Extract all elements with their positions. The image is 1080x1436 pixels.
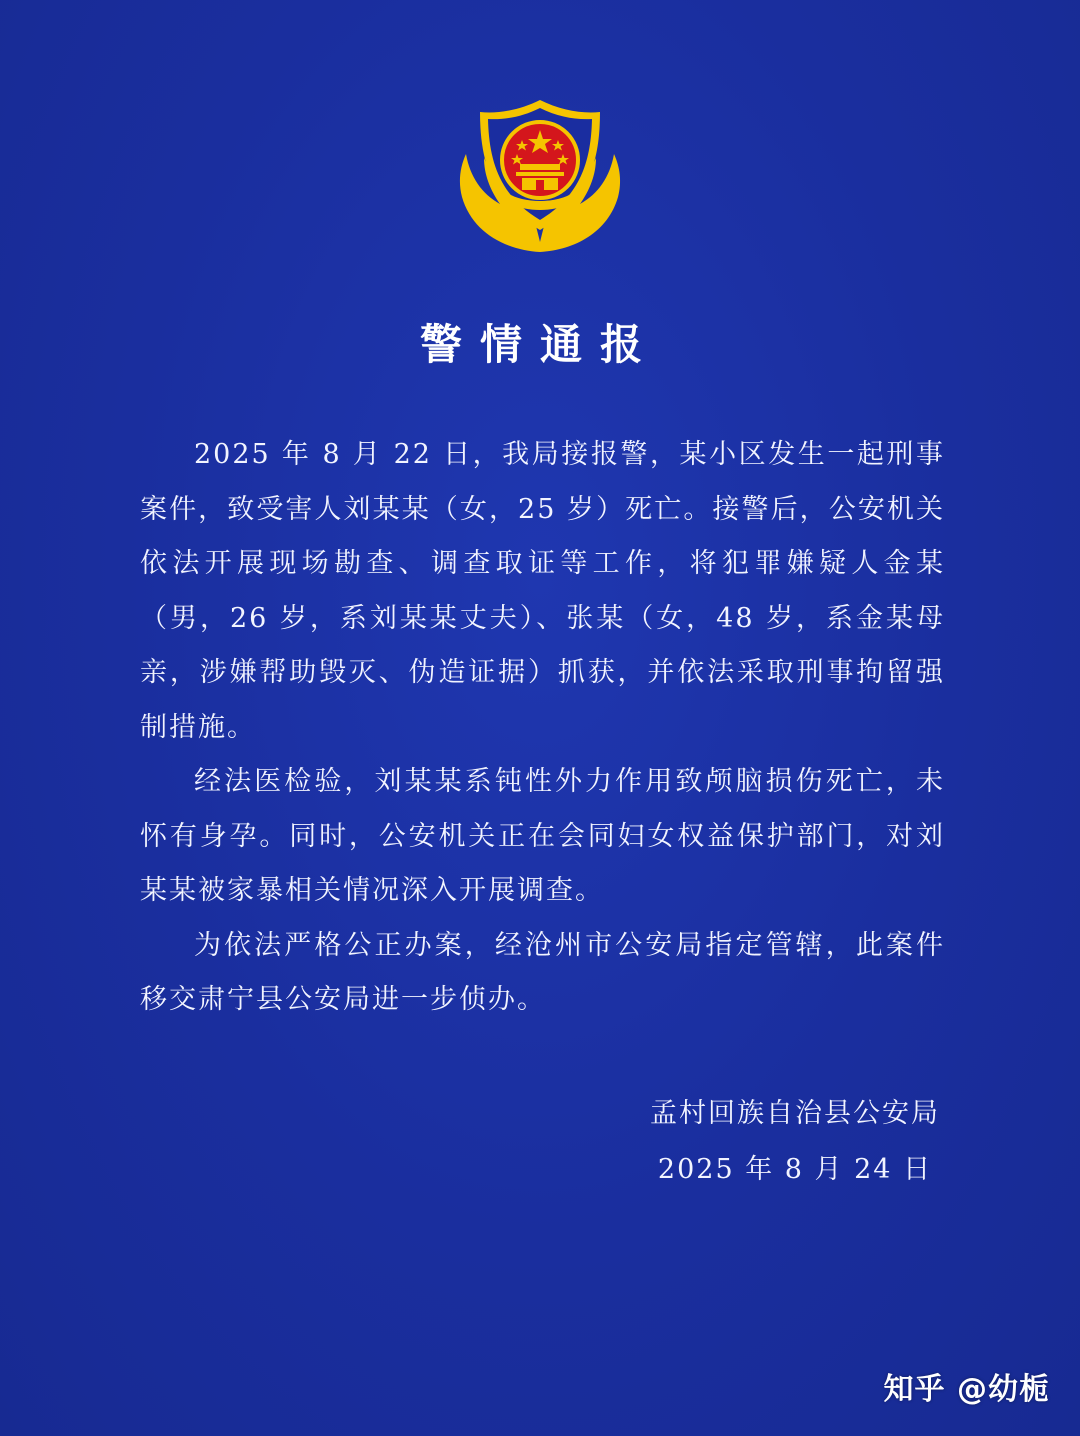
- notice-title: 警情通报: [419, 320, 660, 369]
- notice-body: [140, 428, 945, 1028]
- police-emblem-icon: [450, 92, 630, 262]
- notice-signature: [650, 1086, 940, 1198]
- notice-paragraph: 为依法严格公正办案，经沧州市公安局指定管辖，此案件移交肃宁县公安局进一步侦办。: [140, 929, 945, 1015]
- issue-date: 2025 年 8 月 24 日: [657, 1154, 933, 1185]
- notice-paragraph: 经法医检验，刘某某系钝性外力作用致颅脑损伤死亡，未怀有身孕。同时，公安机关正在会同妇女权益保护部门，对刘某某被家暴相关情况深入开展调查。: [140, 766, 945, 906]
- notice-paragraph: 2025 年 8 月 22 日，我局接报警，某小区发生一起刑事案件，致受害人刘某某（女，25 岁）死亡。接警后，公安机关依法开展现场勘查、调查取证等工作，将犯罪嫌疑人金某（男，26 岁，系刘某某丈夫）、张某（女，48 岁，系金某母亲，涉嫌帮助毁灭、伪造证据）抓获，并依法采取刑事拘留强制措施。: [140, 439, 945, 743]
- watermark-text: 知乎 @幼栀: [883, 1372, 1050, 1407]
- issuer-name: 孟村回族自治县公安局: [650, 1098, 940, 1129]
